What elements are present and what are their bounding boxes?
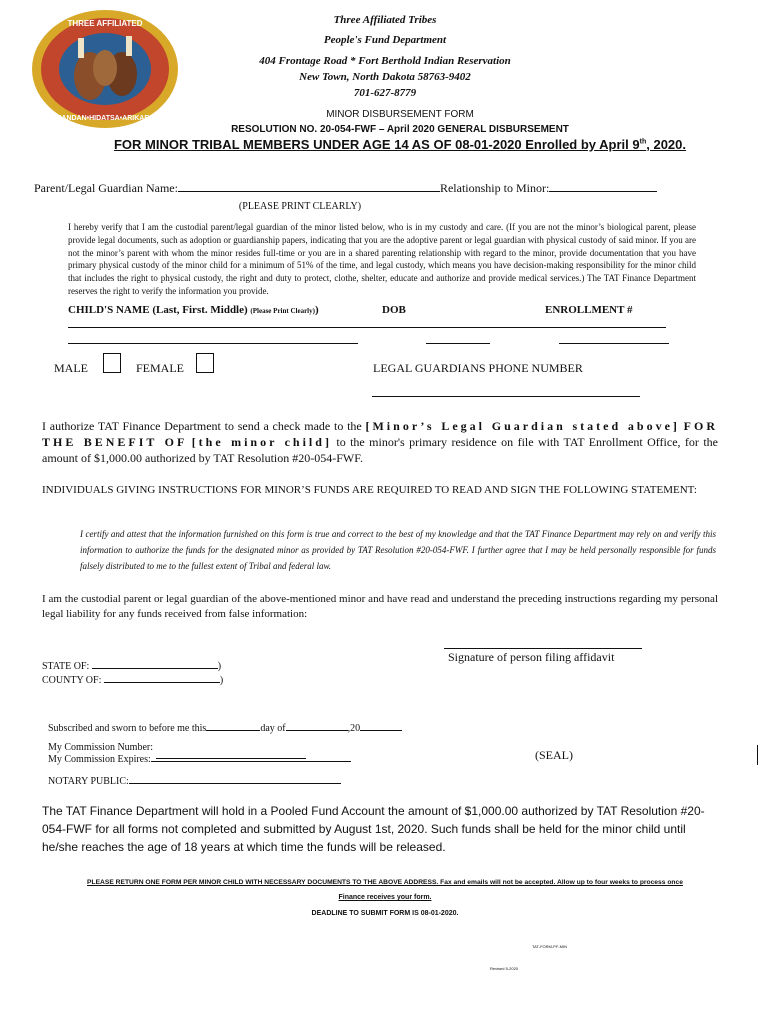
- notary-public-field[interactable]: [129, 783, 341, 784]
- female-checkbox[interactable]: [196, 353, 214, 373]
- form-title: MINOR DISBURSEMENT FORM: [326, 109, 474, 120]
- certification-paragraph: I certify and attest that the information furnished on this form is true and correct to the best of my knowledge and that the TAT Finance Department may rely on and verify this information to authorize the funds for the designated minor as provided by TAT Resolution #20-054-FWF. I further agree that I may be held personally responsible for funds falsely distributed to me to the fullest extent of Tribal and federal law.: [80, 529, 716, 571]
- return-instructions-line-1: PLEASE RETURN ONE FORM PER MINOR CHILD WITH NECESSARY DOCUMENTS TO THE ABOVE ADDRESS. Fax and emails will not be accepted. Allow up to four weeks to process once: [87, 879, 683, 886]
- address-line-2: New Town, North Dakota 58763-9402: [299, 71, 471, 83]
- guardian-row: Parent/Legal Guardian Name: Relationship to Minor:: [34, 181, 734, 196]
- address-line-1: 404 Frontage Road * Fort Berthold Indian Reservation: [259, 55, 511, 67]
- state-field[interactable]: [92, 668, 218, 669]
- print-clearly-note: (PLEASE PRINT CLEARLY): [238, 201, 362, 212]
- subscribed-row: Subscribed and sworn to before me this day of ,20: [48, 723, 402, 734]
- year-field[interactable]: [360, 730, 402, 731]
- day-field[interactable]: [206, 730, 260, 731]
- relationship-field[interactable]: [549, 191, 657, 192]
- enrollment-field[interactable]: [559, 333, 669, 344]
- return-instructions-line-2: Finance receives your form.: [338, 894, 432, 901]
- custody-verification-paragraph: I hereby verify that I am the custodial parent/legal guardian of the minor listed below, who is in my custody and care. (If you are not the minor’s biological parent, please provide legal documents, such as adoption or guardianship papers, indicating that you are the adoptive parent or legal guardian with physical custody of said minor. If you are not the minor’s parent with whom the minor resides full-time or you are in a shared parenting relationship with regard to the minor, provide documentation that you have primary physical custody of the minor child for a minimum of 51% of the time, and legal custody, which means you have decision-making responsibility for the minor child that includes the right to physical custody, the right and duty to protect, clothe, shelter, educate and authorize and provide medical services.) The TAT Finance Department reserves the right to verify the information you provide.: [68, 222, 696, 296]
- resolution-line: RESOLUTION NO. 20-054-FWF – April 2020 GENERAL DISBURSEMENT: [231, 124, 569, 135]
- authorization-paragraph: I authorize TAT Finance Department to send a check made to the [Minor’s Legal Guardian stated above] FOR THE BENEFIT OF [the minor child] to the minor's primary residence on file with TAT Enrollment Office, for the amount of $1,000.00 authorized by TAT Resolution #20-054-FWF.: [42, 419, 719, 465]
- male-label: MALE: [54, 361, 88, 375]
- county-row: COUNTY OF: ): [42, 675, 224, 686]
- margin-mark: [757, 745, 758, 765]
- deadline-note: DEADLINE TO SUBMIT FORM IS 08-01-2020.: [311, 910, 459, 917]
- signature-line[interactable]: [444, 648, 642, 649]
- commission-expires-field[interactable]: [151, 761, 351, 762]
- guardian-name-field[interactable]: [178, 191, 440, 192]
- male-checkbox[interactable]: [103, 353, 121, 373]
- notary-public-row: NOTARY PUBLIC:: [48, 776, 341, 787]
- guardian-phone-field[interactable]: [372, 386, 640, 397]
- pooled-fund-paragraph: The TAT Finance Department will hold in a Pooled Fund Account the amount of $1,000.00 authorized by TAT Resolution #20-054-FWF for all forms not completed and submitted by August 1st, 2020. Such funds shall be held for the minor child until he/she reaches the age of 18 years at which time the funds will be released.: [42, 804, 705, 854]
- state-row: STATE OF: ): [42, 661, 222, 672]
- header-phone: 701-627-8779: [353, 87, 417, 99]
- svg-text:MANDAN•HIDATSA•ARIKARA: MANDAN•HIDATSA•ARIKARA: [55, 115, 155, 122]
- commission-expires-row: My Commission Expires:: [48, 754, 351, 765]
- org-name: Three Affiliated Tribes: [333, 14, 437, 26]
- instructions-statement: INDIVIDUALS GIVING INSTRUCTIONS FOR MINOR’S FUNDS ARE REQUIRED TO READ AND SIGN THE FOLLOWING STATEMENT:: [42, 484, 697, 496]
- form-code: TAT-FORM-PF-MIN: [532, 944, 567, 949]
- month-field[interactable]: [286, 730, 348, 731]
- phone-label: LEGAL GUARDIANS PHONE NUMBER: [373, 361, 583, 375]
- female-label: FEMALE: [136, 361, 184, 375]
- commission-number-row: My Commission Number:: [48, 742, 154, 753]
- seal-label: (SEAL): [535, 748, 573, 762]
- child-name-field[interactable]: [68, 333, 358, 344]
- county-field[interactable]: [104, 682, 220, 683]
- revision-date: Revised 5-2020: [490, 966, 519, 971]
- signature-label: Signature of person filing affidavit: [448, 650, 615, 664]
- dob-field[interactable]: [426, 333, 490, 344]
- tribal-seal-logo: [30, 8, 180, 130]
- header-rule: [68, 327, 666, 328]
- enrollment-header: ENROLLMENT #: [545, 304, 633, 316]
- child-name-header: CHILD'S NAME (Last, First. Middle) (Please Print Clearly)): [68, 304, 319, 316]
- custodial-paragraph: I am the custodial parent or legal guardian of the above-mentioned minor and have read and understand the preceding instructions regarding my personal legal liability for any funds received from false information:: [42, 593, 718, 620]
- eligibility-banner: FOR MINOR TRIBAL MEMBERS UNDER AGE 14 AS OF 08-01-2020 Enrolled by April 9th, 2020.: [113, 137, 686, 152]
- svg-text:THREE AFFILIATED: THREE AFFILIATED: [67, 19, 143, 28]
- dob-header: DOB: [382, 304, 406, 316]
- dept-name: People's Fund Department: [323, 34, 447, 46]
